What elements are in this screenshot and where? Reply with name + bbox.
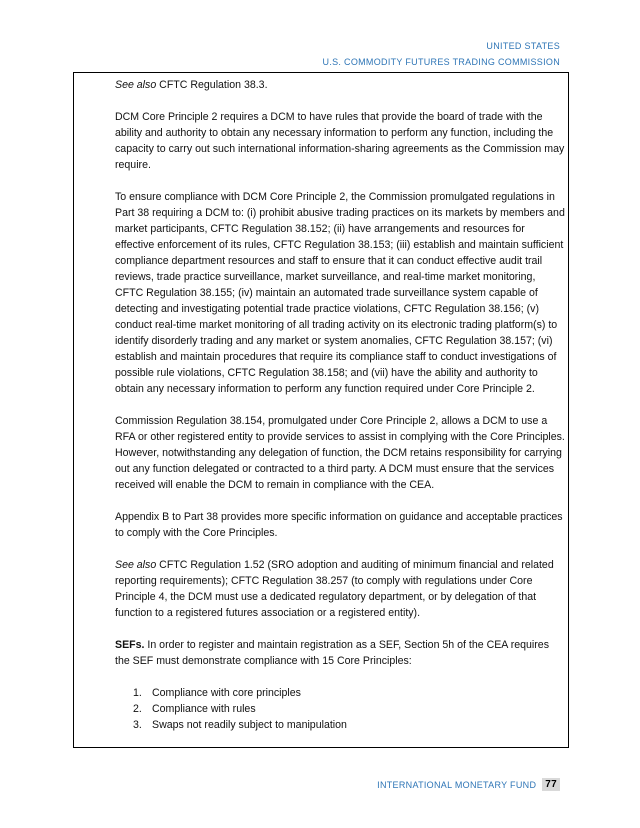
- paragraph-regulation-38-154: Commission Regulation 38.154, promulgated under Core Principle 2, allows a DCM to use a RFA or other registered entity to provide services to assist in complying with the Core Principles. However, notwithstanding any delegation of function, the DCM retains responsibility for carrying out any function delegated or contracted to a third party. A DCM must ensure that the services received will enable the DCM to remain in compliance with the CEA.: [115, 415, 565, 491]
- header-agency: U.S. COMMODITY FUTURES TRADING COMMISSION: [322, 57, 560, 67]
- list-item: [115, 717, 565, 733]
- paragraph-text: In order to register and maintain registration as a SEF, Section 5h of the CEA requires the SEF must demonstrate compliance with 15 Core Principles:: [115, 639, 549, 667]
- see-also-italic: See also: [115, 559, 157, 571]
- core-principles-list: [115, 685, 565, 733]
- paragraph-see-also-38-3: [115, 77, 565, 93]
- header-country: UNITED STATES: [486, 41, 560, 51]
- paragraph-appendix-b: Appendix B to Part 38 provides more specific information on guidance and acceptable practices to comply with the Core Principles.: [115, 511, 563, 539]
- paragraph-part-38-requirements: To ensure compliance with DCM Core Principle 2, the Commission promulgated regulations in Part 38 requiring a DCM to: (i) prohibit abusive trading practices on its markets by members and market participants, CFTC Regulation 38.152; (ii) have arrangements and resources for effective enforcement of its rules, CFTC Regulation 38.153; (iii) establish and maintain sufficient compliance department resources and staff to ensure that it can conduct effective audit trail reviews, trade practice surveillance, market surveillance, and real-time market monitoring, CFTC Regulation 38.155; (iv) maintain an automated trade surveillance system capable of detecting and investigating potential trade practice violations, CFTC Regulation 38.156; (v) conduct real-time market monitoring of all trading activity on its electronic trading platform(s) to identify disorderly trading and any market or system anomalies, CFTC Regulation 38.157; (vi) establish and maintain procedures that require its compliance staff to conduct investigations of possible rule violations, CFTC Regulation 38.158; and (vii) have the ability and authority to obtain any necessary information to perform any function required under Core Principle 2.: [115, 191, 565, 395]
- list-text: Compliance with rules: [152, 703, 256, 715]
- page-number: 77: [542, 778, 560, 791]
- see-also-italic: See also: [115, 79, 157, 91]
- paragraph-see-also-1-52: [115, 557, 565, 621]
- list-number: 3.: [133, 719, 142, 731]
- paragraph-core-principle-2: DCM Core Principle 2 requires a DCM to have rules that provide the board of trade with the ability and authority to obtain any necessary information to perform any function, including the capacity to carry out such international information-sharing agreements as the Commission may require.: [115, 111, 565, 171]
- paragraph-text: CFTC Regulation 1.52 (SRO adoption and auditing of minimum financial and related reporting requirements); CFTC Regulation 38.257 (to comply with regulations under Core Principle 4, the DCM must use a dedicated regulatory department, or by delegation of that function to a registered futures association or a registered entity).: [115, 559, 554, 619]
- list-text: Compliance with core principles: [152, 687, 301, 699]
- list-item: [115, 701, 565, 717]
- paragraph-text: CFTC Regulation 38.3.: [156, 79, 268, 91]
- list-item: [115, 685, 565, 701]
- document-body: [115, 77, 565, 733]
- list-text: Swaps not readily subject to manipulation: [152, 719, 347, 731]
- page-footer: [377, 778, 560, 791]
- paragraph-sefs: [115, 637, 565, 669]
- sefs-heading: SEFs.: [115, 639, 145, 651]
- list-number: 1.: [133, 687, 142, 699]
- list-number: 2.: [133, 703, 142, 715]
- footer-org: INTERNATIONAL MONETARY FUND: [377, 779, 537, 790]
